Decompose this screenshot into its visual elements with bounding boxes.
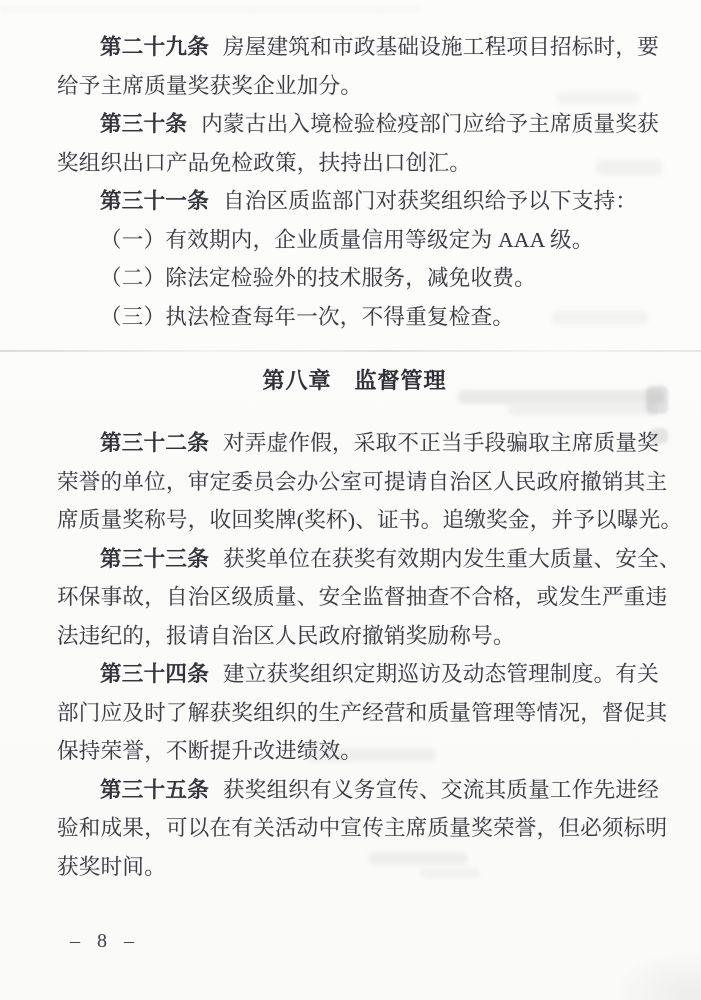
document-body: [57, 28, 682, 886]
article-number: 第三十四条: [100, 662, 210, 686]
text-line: （二）除法定检验外的技术服务，减免收费。: [100, 266, 537, 290]
text-line: 席质量奖称号，收回奖牌(奖杯)、证书。追缴奖金，并予以曝光。: [57, 508, 683, 532]
text-line: （三）执法检查每年一次，不得重复检查。: [100, 304, 515, 329]
text-line: [57, 182, 682, 221]
text-line: [57, 105, 682, 144]
text-line: [57, 655, 682, 694]
article-text: 内蒙古出入境检验检疫部门应给予主席质量奖获: [201, 112, 660, 136]
text-line: 验和成果，可以在有关活动中宣传主席质量奖荣誉，但必须标明: [57, 816, 668, 840]
scan-artifact: [610, 948, 701, 1000]
text-line: [57, 28, 682, 67]
article-number: 第三十条: [100, 112, 188, 136]
text-line: 奖组织出口产品免检政策，扶持出口创汇。: [57, 150, 472, 175]
text-line: 荣誉的单位，审定委员会办公室可提请自治区人民政府撤销其主: [57, 469, 668, 494]
article-number: 第三十五条: [100, 777, 210, 802]
text-line: 保持荣誉，不断提升改进绩效。: [57, 739, 363, 763]
article-number: 第三十一条: [100, 189, 210, 213]
article-text: 获奖单位在获奖有效期内发生重大质量、安全、: [223, 546, 681, 571]
text-line: 给予主席质量奖获奖企业加分。: [57, 73, 363, 98]
article-text: 自治区质监部门对获奖组织给予以下支持：: [223, 189, 638, 213]
text-line: 法违纪的，报请自治区人民政府撤销奖励称号。: [57, 623, 515, 648]
article-text: 房屋建筑和市政基础设施工程项目招标时，要: [223, 35, 660, 59]
text-line: [57, 540, 682, 579]
article-number: 第二十九条: [100, 35, 210, 59]
text-line: 环保事故，自治区级质量、安全监督抽查不合格，或发生严重违: [57, 585, 668, 609]
text-line: [57, 424, 682, 463]
article-text: 获奖组织有义务宣传、交流其质量工作先进经: [223, 777, 660, 802]
page-number: – 8 –: [70, 930, 140, 952]
text-line: 部门应及时了解获奖组织的生产经营和质量管理等情况，督促其: [57, 700, 668, 725]
chapter-heading: 第八章 监督管理: [262, 368, 447, 393]
article-number: 第三十二条: [100, 431, 210, 455]
article-text: 对弄虚作假，采取不正当手段骗取主席质量奖: [223, 431, 660, 455]
scan-artifact: [0, 7, 420, 12]
article-number: 第三十三条: [100, 546, 210, 571]
text-line: （一）有效期内，企业质量信用等级定为 AAA 级。: [100, 227, 594, 252]
text-line: [57, 771, 682, 810]
article-text: 建立获奖组织定期巡访及动态管理制度。有关: [223, 662, 660, 686]
text-line: 获奖时间。: [57, 854, 167, 879]
